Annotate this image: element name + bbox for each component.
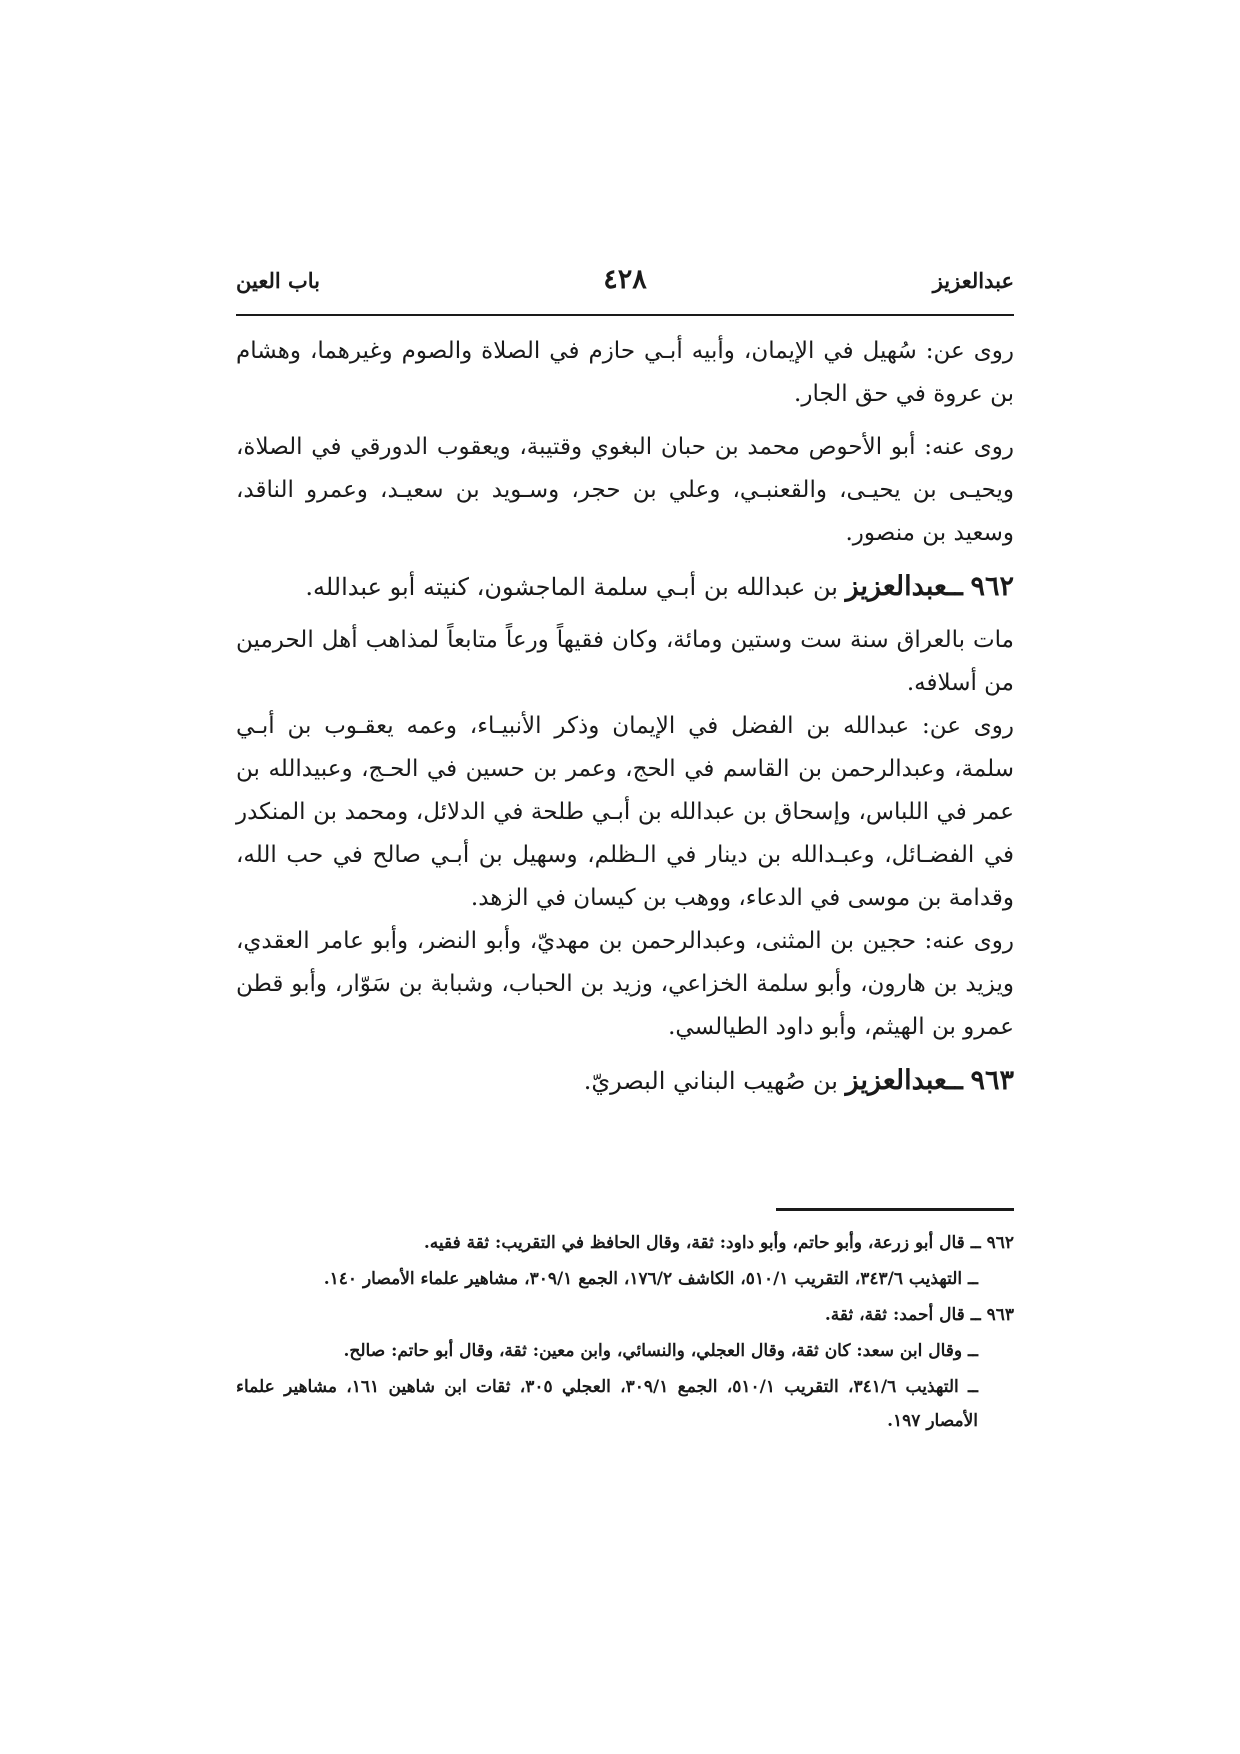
entry-number: ٩٦٢ (970, 571, 1014, 602)
page-number: ٤٢٨ (603, 264, 647, 295)
footnote-963-grading: ــ وقال ابن سعد: كان ثقة، وقال العجلي، والنسائي، وابن معين: ثقة، وقال أبو حاتم: صالح. (343, 1341, 978, 1361)
header-chapter-title: باب العين (236, 268, 321, 293)
entry-number: ٩٦٣ (970, 1065, 1014, 1096)
paragraph-narrated-by: روى عنه: حجين بن المثنى، وعبدالرحمن بن مهديّ، وأبو النضر، وأبو عامر العقدي، ويزيد بن هارون، وأبو سلمة الخزاعي، وزيد بن الحباب، وشبابة بن سَوّار، وأبو قطن عمرو بن الهيثم، وأبو داود الطيالسي. (236, 928, 1014, 1040)
footnote-963: ٩٦٣ ــ قال أحمد: ثقة، ثقة. (824, 1305, 1014, 1325)
paragraph-narrated-from: روى عن: سُهيل في الإيمان، وأبيه أبـي حازم في الصلاة والصوم وغيرهما، وهشام بن عروة في حق الجار. (236, 338, 1014, 407)
footnote-rule (776, 1208, 1014, 1211)
running-header (236, 264, 1014, 308)
entry-lineage: بن صُهيب البناني البصريّ. (583, 1067, 838, 1095)
footnote-962-sources: ــ التهذيب ٣٤٣/٦، التقريب ٥١٠/١، الكاشف ١٧٦/٢، الجمع ٣٠٩/١، مشاهير علماء الأمصار ١٤٠. (323, 1269, 978, 1289)
entry-name: عبدالعزيز (845, 1065, 948, 1096)
footnote-963-sources: ــ التهذيب ٣٤١/٦، التقريب ٥١٠/١، الجمع ٣٠٩/١، العجلي ٣٠٥، ثقات ابن شاهين ١٦١، مشاهير علماء الأمصار ١٩٧. (236, 1377, 978, 1431)
paragraph-death: مات بالعراق سنة ست وستين ومائة، وكان فقيهاً ورعاً متابعاً لمذاهب أهل الحرمين من أسلافه. (236, 627, 1014, 696)
footnotes (236, 1226, 1014, 1440)
header-entry-name: عبدالعزيز (932, 268, 1014, 293)
entry-name: عبدالعزيز (845, 571, 948, 602)
main-text (236, 330, 1014, 1113)
paragraph-narrated-by: روى عنه: أبو الأحوص محمد بن حبان البغوي وقتيبة، ويعقوب الدورقي في الصلاة، ويحيـى بن يحيـى، والقعنبـي، وعلي بن حجر، وسـويد بن سعيـد، وعمرو الناقد، وسعيد بن منصور. (236, 434, 1014, 546)
entry-dash: ــ (947, 571, 963, 602)
entry-dash: ــ (947, 1065, 963, 1096)
entry-962-heading (236, 565, 1014, 609)
entry-lineage: بن عبدالله بن أبـي سلمة الماجشون، كنيته أبو عبدالله. (305, 573, 838, 601)
header-rule (236, 314, 1014, 316)
footnote-962: ٩٦٢ ــ قال أبو زرعة، وأبو حاتم، وأبو داود: ثقة، وقال الحافظ في التقريب: ثقة فقيه. (423, 1233, 1014, 1253)
entry-963-heading (236, 1059, 1014, 1103)
paragraph-narrated-from: روى عن: عبدالله بن الفضل في الإيمان وذكر الأنبيـاء، وعمه يعقـوب بن أبـي سلمة، وعبدالرحمن بن القاسم في الحج، وعمر بن حسين في الحـج، وعبيدالله بن عمر في اللباس، وإسحاق بن عبدالله بن أبـي طلحة في الدلائل، ومحمد بن المنكدر في الفضـائل، وعبـدالله بن دينار في الـظلم، وسهيل بن أبـي صالح في حب الله، وقدامة بن موسى في الدعاء، ووهب بن كيسان في الزهد. (236, 713, 1014, 911)
